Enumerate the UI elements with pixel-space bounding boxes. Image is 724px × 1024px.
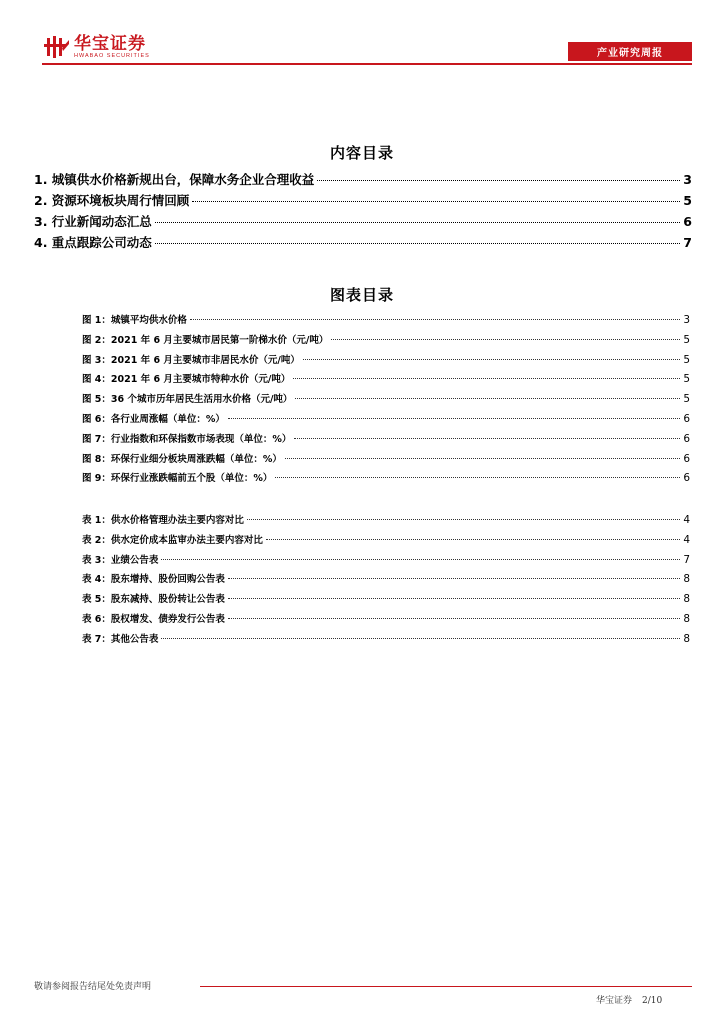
table-toc-item[interactable] xyxy=(82,611,690,631)
figure-toc-label: 图 3：2021 年 6 月主要城市非居民水价（元/吨） xyxy=(82,354,300,366)
toc-leader xyxy=(266,539,680,540)
table-toc-item[interactable] xyxy=(82,571,690,591)
table-toc-page: 8 xyxy=(683,612,690,625)
toc-item-label: 1. 城镇供水价格新规出台，保障水务企业合理收益 xyxy=(34,172,315,187)
figure-toc-label: 图 5：36 个城市历年居民生活用水价格（元/吨） xyxy=(82,394,293,406)
toc-leader xyxy=(303,359,680,360)
table-toc-label: 表 4：股东增持、股份回购公告表 xyxy=(82,574,225,586)
toc-item[interactable] xyxy=(34,212,692,233)
table-toc-item[interactable] xyxy=(82,631,690,651)
toc-leader xyxy=(192,201,680,202)
figure-toc-label: 图 2：2021 年 6 月主要城市居民第一阶梯水价（元/吨） xyxy=(82,334,329,346)
toc-item[interactable] xyxy=(34,191,692,212)
table-toc-page: 8 xyxy=(683,573,690,586)
chart-toc-title: 图表目录 xyxy=(329,286,394,304)
toc-item-page: 6 xyxy=(683,214,692,229)
toc-item-label: 3. 行业新闻动态汇总 xyxy=(34,214,152,229)
figure-toc-item[interactable] xyxy=(82,451,690,471)
figure-toc-label: 图 6：各行业周涨幅（单位：%） xyxy=(82,413,225,425)
toc-leader xyxy=(155,243,680,244)
toc-leader xyxy=(228,578,680,579)
toc-leader xyxy=(295,398,680,399)
brand-name-en: HWABAO SECURITIES xyxy=(74,52,150,59)
table-toc-item[interactable] xyxy=(82,591,690,611)
content-toc-list xyxy=(34,170,692,254)
figure-toc-item[interactable] xyxy=(82,371,690,391)
figure-toc-page: 6 xyxy=(683,412,690,425)
table-toc-label: 表 3：业绩公告表 xyxy=(82,554,159,566)
toc-item-page: 3 xyxy=(683,172,692,187)
table-toc-label: 表 6：股权增发、债券发行公告表 xyxy=(82,613,225,625)
toc-leader xyxy=(228,618,680,619)
footer-divider xyxy=(200,986,692,987)
table-toc-page: 8 xyxy=(683,593,690,606)
footer-disclaimer: 敬请参阅报告结尾处免责声明 xyxy=(34,982,152,992)
toc-leader xyxy=(161,638,680,639)
figure-toc-page: 5 xyxy=(683,353,690,366)
figure-toc-label: 图 7：行业指数和环保指数市场表现（单位：%） xyxy=(82,433,292,445)
toc-item-label: 2. 资源环境板块周行情回顾 xyxy=(34,193,190,208)
header-divider xyxy=(42,63,692,65)
toc-leader xyxy=(331,339,680,340)
figure-toc-label: 图 4：2021 年 6 月主要城市特种水价（元/吨） xyxy=(82,374,291,386)
table-toc-page: 7 xyxy=(683,553,690,566)
table-toc-list xyxy=(82,512,690,651)
figure-toc-label: 图 8：环保行业细分板块周涨跌幅（单位：%） xyxy=(82,453,282,465)
figure-toc-item[interactable] xyxy=(82,431,690,451)
table-toc-label: 表 1：供水价格管理办法主要内容对比 xyxy=(82,515,244,526)
figure-toc-page: 5 xyxy=(683,333,690,346)
toc-leader xyxy=(190,319,680,320)
brand-logo xyxy=(44,34,150,60)
report-type-badge: 产业研究周报 xyxy=(568,42,692,61)
content-toc-title: 内容目录 xyxy=(329,144,394,162)
table-toc-item[interactable] xyxy=(82,552,690,572)
toc-leader xyxy=(155,222,680,223)
toc-item-label: 4. 重点跟踪公司动态 xyxy=(34,235,152,250)
hwabao-logo-icon xyxy=(44,34,70,60)
figure-toc-page: 5 xyxy=(683,373,690,386)
brand-name-cn: 华宝证券 xyxy=(74,33,146,54)
toc-leader xyxy=(228,418,680,419)
table-toc-label: 表 2：供水定价成本监审办法主要内容对比 xyxy=(82,534,263,546)
figure-toc-item[interactable] xyxy=(82,332,690,352)
toc-leader xyxy=(161,559,680,560)
toc-leader xyxy=(317,180,680,181)
toc-leader xyxy=(275,477,680,478)
table-toc-item[interactable] xyxy=(82,512,690,532)
toc-leader xyxy=(228,598,680,599)
figure-toc-item[interactable] xyxy=(82,312,690,332)
figure-toc-item[interactable] xyxy=(82,391,690,411)
toc-item-page: 7 xyxy=(683,235,692,250)
page-number: 2/10 xyxy=(642,996,663,1006)
figure-toc-page: 6 xyxy=(683,452,690,465)
figure-toc-page: 6 xyxy=(683,432,690,445)
toc-leader xyxy=(294,438,680,439)
page-header xyxy=(0,0,724,70)
table-toc-page: 4 xyxy=(683,533,690,546)
toc-item[interactable] xyxy=(34,233,692,254)
table-toc-label: 表 5：股东减持、股份转让公告表 xyxy=(82,594,225,606)
figure-toc-label: 图 1：城镇平均供水价格 xyxy=(82,315,187,326)
footer-brand: 华宝证券 xyxy=(596,996,633,1006)
figure-toc-list xyxy=(82,312,690,490)
table-toc-page: 8 xyxy=(683,632,690,645)
table-toc-page: 4 xyxy=(683,514,690,526)
figure-toc-page: 3 xyxy=(683,314,690,326)
figure-toc-item[interactable] xyxy=(82,411,690,431)
toc-leader xyxy=(247,519,680,520)
figure-toc-page: 6 xyxy=(683,472,690,485)
toc-item-page: 5 xyxy=(683,193,692,208)
figure-toc-item[interactable] xyxy=(82,352,690,372)
toc-leader xyxy=(285,458,680,459)
footer-info xyxy=(596,993,662,1006)
figure-toc-item[interactable] xyxy=(82,470,690,490)
toc-leader xyxy=(293,378,680,379)
table-toc-item[interactable] xyxy=(82,532,690,552)
figure-toc-label: 图 9：环保行业涨跌幅前五个股（单位：%） xyxy=(82,473,273,485)
table-toc-label: 表 7：其他公告表 xyxy=(82,633,159,645)
figure-toc-page: 5 xyxy=(683,393,690,406)
toc-item[interactable] xyxy=(34,170,692,191)
